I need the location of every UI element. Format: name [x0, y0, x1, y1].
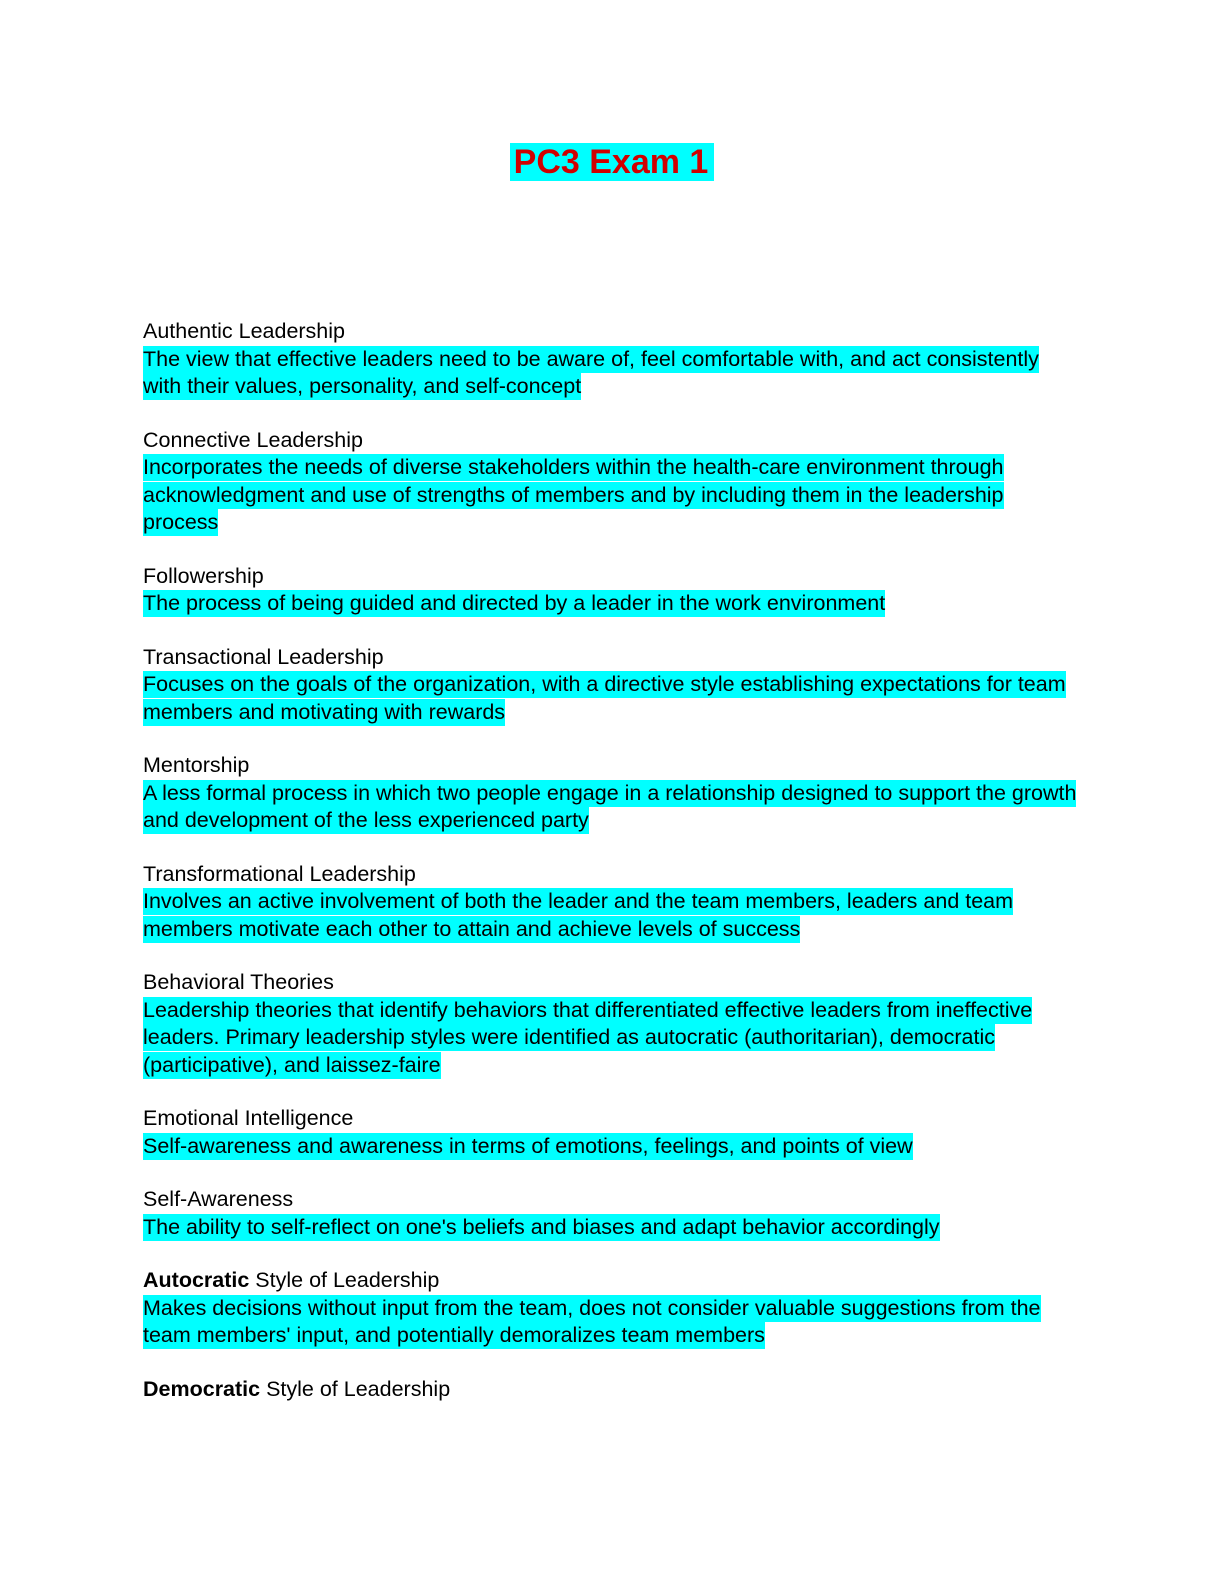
glossary-list	[143, 318, 1083, 1429]
term-label: Transactional Leadership	[143, 644, 384, 669]
glossary-entry	[143, 861, 1083, 944]
term-label: Democratic Style of Leadership	[143, 1376, 451, 1401]
glossary-entry	[143, 752, 1083, 835]
term-definition: The process of being guided and directed by a leader in the work environment	[143, 591, 886, 615]
term-label: Connective Leadership	[143, 427, 363, 452]
term-definition: A less formal process in which two people engage in a relationship designed to support the growth and development of the less experienced party	[143, 780, 1077, 832]
term-definition: The view that effective leaders need to be aware of, feel comfortable with, and act consistently with their values, personality, and self-concept	[143, 346, 1039, 398]
term-label: Behavioral Theories	[143, 970, 334, 994]
term-definition: Self-awareness and awareness in terms of emotions, feelings, and points of view	[143, 1133, 913, 1158]
term-definition: Makes decisions without input from the team, does not consider valuable suggestions from the team members' input, and potentially demoralizes team members	[143, 1295, 1041, 1347]
term-definition: Incorporates the needs of diverse stakeholders within the health-care environment through acknowledgment and use of strengths of members and by including them in the leadership process	[143, 455, 1004, 534]
glossary-entry	[143, 1267, 1083, 1350]
term-definition: The ability to self-reflect on one's beliefs and biases and adapt behavior accordingly	[143, 1214, 940, 1239]
glossary-entry	[143, 969, 1083, 1079]
term-definition: Involves an active involvement of both the leader and the team members, leaders and team members motivate each other to attain and achieve levels of success	[143, 889, 1014, 941]
term-label: Transformational Leadership	[143, 861, 416, 886]
glossary-entry	[143, 1105, 1083, 1160]
glossary-entry	[143, 1376, 1083, 1404]
page-title	[0, 141, 1224, 183]
term-label: Authentic Leadership	[143, 319, 346, 343]
glossary-entry	[143, 427, 1083, 537]
term-label: Emotional Intelligence	[143, 1106, 354, 1130]
term-definition: Leadership theories that identify behaviors that differentiated effective leaders from ineffective leaders. Primary leadership styles were identified as autocratic (authoritarian), democratic (participative), and laissez-faire	[143, 997, 1033, 1077]
glossary-entry	[143, 563, 1083, 618]
glossary-entry	[143, 1186, 1083, 1241]
term-label: Self-Awareness	[143, 1187, 294, 1211]
term-label: Mentorship	[143, 753, 250, 777]
glossary-entry	[143, 318, 1083, 401]
page-title-text: PC3 Exam 1	[510, 143, 715, 181]
term-definition: Focuses on the goals of the organization, with a directive style establishing expectations for team members and motivating with rewards	[143, 672, 1066, 724]
glossary-entry	[143, 644, 1083, 727]
term-label: Followership	[143, 563, 264, 588]
term-label: Autocratic Style of Leadership	[143, 1268, 440, 1292]
